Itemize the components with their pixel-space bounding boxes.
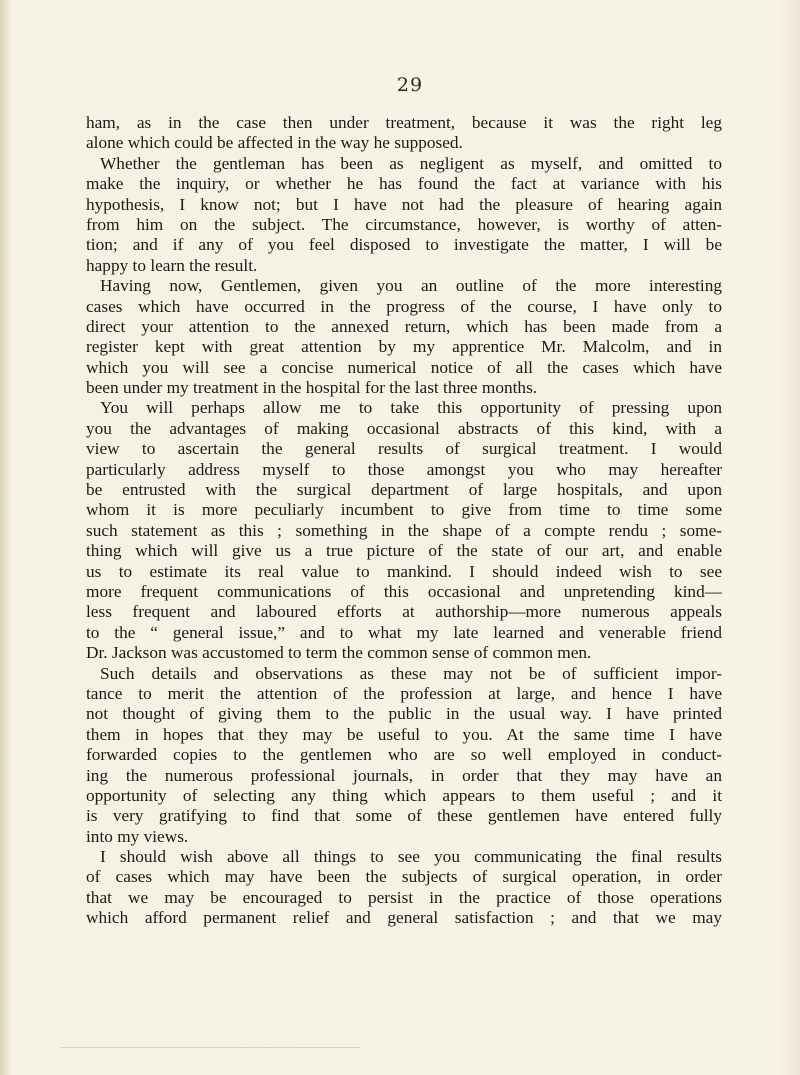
text-line: register kept with great attention by my apprentice Mr. Malcolm, and in xyxy=(86,337,722,357)
page-number: 29 xyxy=(396,74,424,96)
text-line: Whether the gentleman has been as negligent as myself, and omitted to xyxy=(100,153,722,173)
text-line: forwarded copies to the gentlemen who are so well employed in conduct- xyxy=(86,745,722,765)
body-text xyxy=(86,113,722,929)
text-line: less frequent and laboured efforts at authorship—more numerous appeals xyxy=(86,602,722,622)
text-line: more frequent communications of this occasional and unpretending kind— xyxy=(86,581,722,601)
text-line: be entrusted with the surgical department of large hospitals, and upon xyxy=(86,480,722,500)
text-line: into my views. xyxy=(86,826,189,846)
text-line: which you will see a concise numerical notice of all the cases which have xyxy=(86,357,722,377)
text-line: is very gratifying to find that some of these gentlemen have entered fully xyxy=(86,806,722,826)
text-line: Having now, Gentlemen, given you an outline of the more interesting xyxy=(100,276,722,296)
text-line: us to estimate its real value to mankind. I should indeed wish to see xyxy=(86,561,722,581)
text-line: thing which will give us a true picture of the state of our art, and enable xyxy=(86,541,722,561)
text-line: view to ascertain the general results of surgical treatment. I would xyxy=(86,439,722,459)
text-line: particularly address myself to those amongst you who may hereafter xyxy=(86,459,722,479)
text-line: cases which have occurred in the progress of the course, I have only to xyxy=(86,296,722,316)
text-line: I should wish above all things to see you communicating the final results xyxy=(100,847,722,867)
text-line: direct your attention to the annexed return, which has been made from a xyxy=(86,316,722,336)
text-line: Such details and observations as these may not be of sufficient impor- xyxy=(100,663,722,683)
text-line: Dr. Jackson was accustomed to term the common sense of common men. xyxy=(86,643,592,663)
text-line: alone which could be affected in the way he supposed. xyxy=(86,133,463,153)
text-line: to the “ general issue,” and to what my late learned and venerable friend xyxy=(86,622,722,642)
page-gutter xyxy=(0,0,9,1075)
text-line: happy to learn the result. xyxy=(86,255,258,275)
text-line: that we may be encouraged to persist in the practice of those operations xyxy=(86,887,722,907)
text-line: from him on the subject. The circumstance, however, is worthy of atten- xyxy=(86,214,722,234)
text-line: ing the numerous professional journals, in order that they may have an xyxy=(86,765,722,785)
text-line: you the advantages of making occasional abstracts of this kind, with a xyxy=(86,418,722,438)
text-line: whom it is more peculiarly incumbent to give from time to time some xyxy=(86,500,722,520)
text-line: of cases which may have been the subjects of surgical operation, in order xyxy=(86,867,722,887)
text-line: not thought of giving them to the public in the usual way. I have printed xyxy=(86,704,722,724)
text-line: You will perhaps allow me to take this opportunity of pressing upon xyxy=(100,398,722,418)
text-line: them in hopes that they may be useful to you. At the same time I have xyxy=(86,724,722,744)
text-line: ham, as in the case then under treatment, because it was the right leg xyxy=(86,113,722,132)
text-line: such statement as this ; something in the shape of a compte rendu ; some- xyxy=(86,520,722,540)
text-line: been under my treatment in the hospital for the last three months. xyxy=(86,378,538,398)
text-line: hypothesis, I know not; but I have not had the pleasure of hearing again xyxy=(86,194,722,214)
text-line: make the inquiry, or whether he has found the fact at variance with his xyxy=(86,174,722,194)
text-line: which afford permanent relief and general satisfaction ; and that we may xyxy=(86,908,722,928)
text-line: tion; and if any of you feel disposed to investigate the matter, I will be xyxy=(86,235,722,255)
text-line: opportunity of selecting any thing which appears to them useful ; and it xyxy=(86,785,722,805)
page-edge-shadow xyxy=(60,1047,360,1048)
text-line: tance to merit the attention of the profession at large, and hence I have xyxy=(86,683,722,703)
